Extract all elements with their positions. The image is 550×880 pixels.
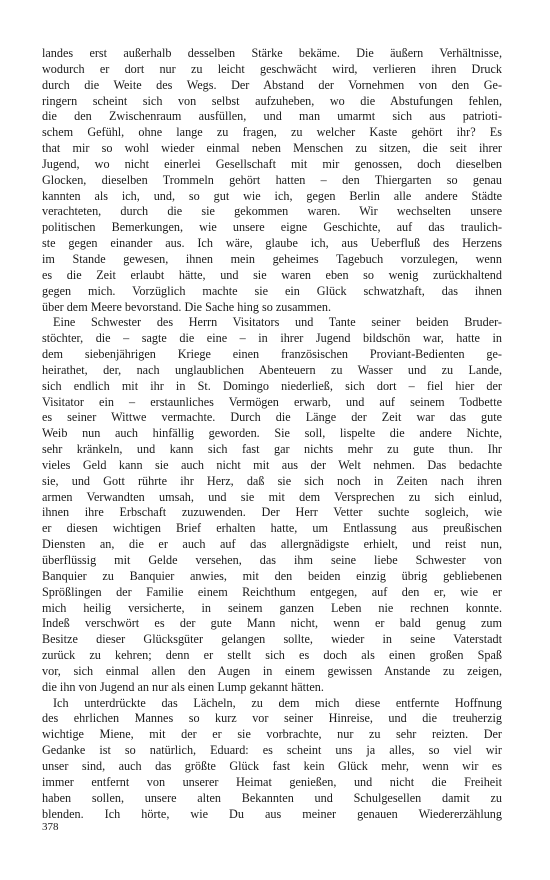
text-line: schem Gefühl, ohne lange zu fragen, zu welcher Kaste gehört ihr? Es [42, 125, 502, 140]
text-line: Eine Schwester des Herrn Visitators und Tante seiner beiden Bruder- [53, 315, 502, 330]
text-line: es seiner Wittwe vermachte. Durch die Länge der Zeit war das gute [42, 410, 502, 425]
text-line: stöchter, die – sagte die eine – in ihrer Jugend bildschön war, hatte in [42, 331, 502, 346]
text-line: über dem Meere bevorstand. Die Sache hing so zusammen. [42, 299, 332, 314]
text-line: die den Zwischenraum ausfüllen, und man umarmt sich aus patrioti- [42, 109, 502, 124]
text-line: Besitze dieser Glücksgüter gelangen sollte, wieder in seine Vaterstadt [42, 632, 502, 647]
text-line: sehr kränkeln, und kann sich fast gar nichts mehr zu gute thun. Ihr [42, 442, 502, 457]
text-line: mich heilig versicherte, in seinem ganzen Leben nie rechnen konnte. [42, 600, 502, 615]
text-line: Banquier zu Banquier anwies, mit den beiden einzig übrig gebliebenen [42, 568, 502, 583]
text-line: ihnen ihre Erbschaft zuzuwenden. Der Herr Vetter suchte sogleich, wie [42, 505, 502, 520]
text-line: ringern scheint sich von selbst aufzuheben, wo die Abstufungen fehlen, [42, 93, 502, 108]
text-line: unser sind, auch das größte Glück fast kein Glück mehr, wenn wir es [42, 758, 502, 773]
text-line: Diensten an, die er auch auf das allergnädigste erhielt, und reist nun, [42, 537, 502, 552]
text-line: zurück zu kehren; denn er stellt sich es doch als einen großen Spaß [42, 648, 502, 663]
body-text [42, 46, 502, 822]
text-line: im Stande gewesen, ihnen mein geheimes Tagebuch vorzulegen, wenn [42, 251, 502, 266]
page-number: 378 [42, 821, 59, 833]
text-line: des ehrlichen Mannes so kurz vor seiner Hinreise, und die treuherzig [42, 711, 502, 726]
text-line: sie, und Gott rührte ihr Herz, daß sie sich noch in Zeiten nach ihren [42, 473, 502, 488]
text-line: haben sollen, unsere alten Bekannten und Schulgesellen damit zu [42, 790, 502, 805]
text-line: dem siebenjährigen Kriege einen französischen Proviant-Bedienten ge- [42, 347, 502, 362]
text-line: sich endlich mit ihr in St. Domingo niederließ, sich dort – fiel hier der [42, 378, 502, 393]
text-line: kannten als ich, und, so gut wie ich, gegen Berlin alle andere Städte [42, 188, 502, 203]
text-line: gegen mich. Vorzüglich machte sie ein Glück schwatzhaft, das ihnen [42, 283, 502, 298]
text-line: durch die Weite des Wegs. Der Abstand der Vornehmen von den Ge- [42, 77, 502, 92]
text-line: politischen Bemerkungen, wie unsere eigne Geschichte, auf das traulich- [42, 220, 502, 235]
text-line: überflüssig mit Gelde versehen, das ihm seine liebe Schwester von [42, 553, 502, 567]
text-line: immer entfernt von unserer Heimat genießen, und nicht die Freiheit [42, 774, 502, 789]
text-line: Sprößlingen der Familie einem Reichthum entgegen, auf den er, wie er [42, 584, 502, 599]
text-line: wichtige Miene, mit der er sie vorbrachte, nur zu sehr reizten. Der [42, 727, 502, 742]
text-line: Glocken, dieselben Trommeln gehört hatten – den Thiergarten so genau [42, 172, 502, 187]
text-line: die ihn von Jugend an nur als einen Lump gekannt hätten. [42, 679, 324, 694]
text-line: Visitator ein – erstaunliches Vermögen erwarb, und auf seinem Todbette [42, 394, 502, 409]
text-line: vor, sich einmal allen den Augen in einem gewissen Anstande zu zeigen, [42, 663, 502, 678]
text-line: that mir so wohl wieder einmal neben Menschen zu sitzen, die seit ihrer [42, 141, 502, 156]
text-line: Ich unterdrückte das Lächeln, zu dem mich diese entfernte Hoffnung [53, 695, 502, 710]
text-line: wodurch er dort nur zu leicht geschwächt wird, verlieren ihren Druck [42, 61, 502, 76]
text-line: ste gegen einander aus. Ich wäre, glaube ich, aus Ueberfluß des Herzens [42, 236, 502, 251]
text-line: armen Verwandten umsah, und sie mit dem Versprechen zu sich einlud, [42, 489, 502, 504]
text-line: heirathet, der, nach unglaublichen Abenteuern zu Wasser und zu Lande, [42, 362, 502, 377]
text-line: verachteten, durch die sie gekommen waren. Wir wechselten unsere [42, 204, 502, 219]
text-line: vieles Geld kann sie auch nicht mit aus der Welt nehmen. Das bedachte [42, 457, 502, 472]
text-line: landes erst außerhalb desselben Stärke bekäme. Die äußern Verhältnisse, [42, 46, 502, 60]
text-line: blenden. Ich hörte, wie Du aus meiner genauen Wiedererzählung [42, 806, 502, 821]
text-line: es die Zeit erlaubt hätte, und sie waren eben so wenig zurückhaltend [42, 267, 502, 282]
text-line: Jugend, wo nicht einerlei Gesellschaft mit mir genossen, doch dieselben [42, 156, 502, 171]
text-line: Indeß verschwört es der gute Mann nicht, wenn er bald genug zum [42, 616, 502, 631]
text-line: er diesen wichtigen Brief erhalten hatte, um Entlassung aus preußischen [42, 521, 502, 536]
text-line: Weib nun auch hinfällig geworden. Sie soll, lispelte die andere Nichte, [42, 426, 502, 441]
text-line: Gedanke ist so natürlich, Eduard: es scheint uns ja alles, so viel wir [42, 743, 502, 758]
